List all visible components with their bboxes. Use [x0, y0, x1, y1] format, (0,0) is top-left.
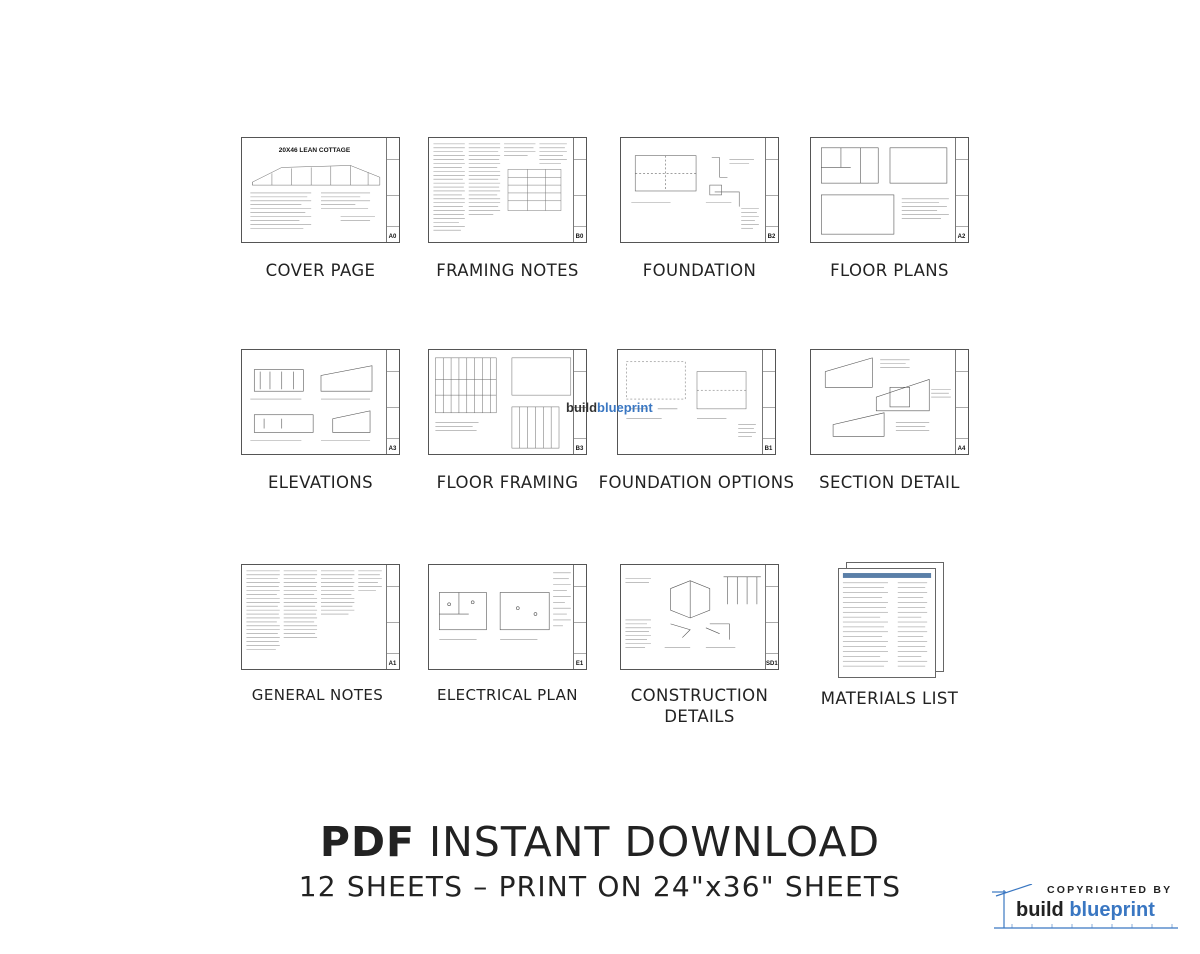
sheet-number: A0: [388, 234, 397, 240]
sheet-thumbnail-cover-page[interactable]: [241, 137, 400, 243]
title-block: [386, 138, 399, 242]
notes-text-drawing: [429, 138, 586, 242]
sheet-number: A2: [957, 234, 966, 240]
headline-rest: INSTANT DOWNLOAD: [415, 818, 881, 866]
title-block: [386, 565, 399, 669]
sheet-caption: FOUNDATION OPTIONS: [598, 473, 795, 492]
sheet-thumbnail-elevations[interactable]: [241, 349, 400, 455]
sheet-number: A1: [388, 661, 397, 667]
brand-logo: [992, 884, 1182, 934]
title-block: [765, 138, 778, 242]
sheet-thumbnail-framing-notes[interactable]: [428, 137, 587, 243]
sheet-thumbnail-general-notes[interactable]: [241, 564, 400, 670]
elevations-drawing: [242, 350, 399, 454]
floor-plan-drawing: [811, 138, 968, 242]
logo-name: [1016, 899, 1155, 922]
sheet-caption: SECTION DETAIL: [819, 473, 960, 492]
logo-part1: build: [1016, 899, 1070, 921]
foundation-drawing: [621, 138, 778, 242]
materials-table-drawing: [839, 569, 935, 677]
sheet-number: B3: [575, 446, 584, 452]
cover-title: 20X46 LEAN COTTAGE: [278, 147, 351, 154]
section-detail-drawing: [811, 350, 968, 454]
sheet-thumbnail-foundation[interactable]: [620, 137, 779, 243]
title-block: [573, 565, 586, 669]
sheet-thumbnail-section-detail[interactable]: [810, 349, 969, 455]
sheet-caption: ELECTRICAL PLAN: [437, 686, 578, 704]
electrical-plan-drawing: [429, 565, 586, 669]
floor-framing-drawing: [429, 350, 586, 454]
sheet-caption: COVER PAGE: [265, 261, 376, 280]
watermark-logo: [566, 400, 653, 415]
sheet-caption: FOUNDATION: [642, 261, 757, 280]
sheet-number: A3: [388, 446, 397, 452]
materials-list-page-front: [838, 568, 936, 678]
sheet-number: B1: [764, 446, 773, 452]
materials-list-thumbnail[interactable]: [838, 562, 948, 678]
sheet-thumbnail-floor-framing[interactable]: [428, 349, 587, 455]
title-block: [762, 350, 775, 454]
logo-copyright-text: COPYRIGHTED BY: [1047, 884, 1173, 896]
sheet-caption: FRAMING NOTES: [436, 261, 579, 280]
subheadline: 12 SHEETS – PRINT ON 24"x36" SHEETS: [298, 870, 902, 903]
sheet-caption: FLOOR PLANS: [830, 261, 949, 280]
headline-bold: PDF: [319, 818, 415, 866]
sheet-thumbnail-construction-details[interactable]: [620, 564, 779, 670]
sheet-number: E1: [575, 661, 584, 667]
title-block: [955, 350, 968, 454]
title-block: [573, 138, 586, 242]
headline: [0, 818, 1200, 866]
sheet-caption: CONSTRUCTION DETAILS: [630, 686, 769, 726]
sheet-thumbnail-floor-plans[interactable]: [810, 137, 969, 243]
sheet-number: SD1: [766, 661, 778, 667]
title-block: [955, 138, 968, 242]
sheet-thumbnail-electrical-plan[interactable]: [428, 564, 587, 670]
sheet-caption: GENERAL NOTES: [251, 686, 384, 704]
watermark-part2: blueprint: [597, 400, 653, 415]
sheet-caption: ELEVATIONS: [267, 473, 374, 492]
title-block: [386, 350, 399, 454]
sheet-number: B2: [767, 234, 776, 240]
sheet-number: A4: [957, 446, 966, 452]
construction-details-drawing: [621, 565, 778, 669]
title-block: [765, 565, 778, 669]
watermark-part1: build: [566, 400, 598, 415]
logo-part2: blueprint: [1069, 899, 1155, 921]
sheet-number: B0: [575, 234, 584, 240]
sheet-caption: FLOOR FRAMING: [436, 473, 579, 492]
sheet-caption: MATERIALS LIST: [820, 689, 959, 708]
general-notes-drawing: [242, 565, 399, 669]
